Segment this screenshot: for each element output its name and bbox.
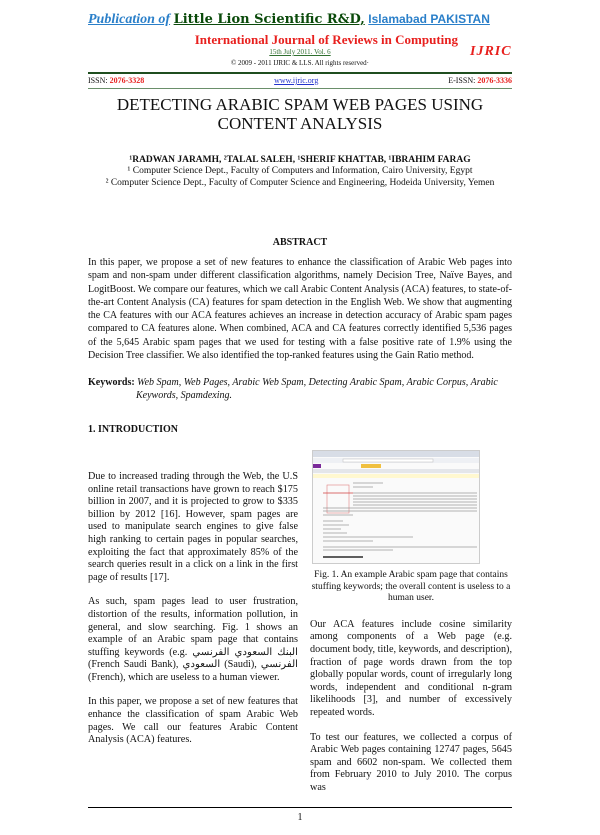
- journal-name: International Journal of Reviews in Computing: [194, 32, 458, 47]
- paragraph: Due to increased trading through the Web, the U.S online retail transactions have grown to reach $175 billion in 2007, and it is projected to grow to $335 billion by 2012 [16]. However, spam pages are used to manipulate search engines to give false high ranking to certain pages in popular searches, exploiting the fact that approximately 85% of the search queries result in a click on a link in the first page of results [17].: [88, 470, 298, 583]
- eissn: [448, 76, 512, 85]
- publisher-name: Little Lion Scientific R&D,: [173, 12, 365, 27]
- keywords-label: Keywords:: [88, 377, 135, 389]
- affiliation-2: ² Computer Science Dept., Faculty of Computer Science and Engineering, Hodeida University, Yemen: [105, 178, 495, 188]
- paragraph: As such, spam pages lead to user frustration, distortion of the results, information pollution, in general, and slow searching. Fig. 1 shows an example of an Arabic spam page that contains stuffing keywords (e.g. البنك السعودي الفرنسي (French Saudi Bank), السعودي (Saudi), الفرنسي (French), which are useless to a human viewer.: [88, 596, 298, 683]
- header-divider: [88, 72, 512, 74]
- abstract-text: In this paper, we propose a set of new features to enhance the classification of Arabic Web pages into spam and non-spam under different classification algorithms, namely Decision Tree, Naïve Bayes, and LogitBoost. We compare our features, which we call Arabic Content Analysis (ACA) features, to state-of-the-art Content Analysis (CA) features for spam detection in the English Web. We show that augmenting the CA features with our ACA features achieves an increase in detection accuracy of Arabic spam pages compared to CA features alone. When combined, ACA and CA features correctly identified 5,536 pages of the 5,645 Arabic spam pages that we used for testing with a false positive rate of 1.9% using the Decision Tree classifier. We also identified the top-ranked features using the Gain Ratio method.: [88, 257, 512, 362]
- keywords-list: Web Spam, Web Pages, Arabic Web Spam, Detecting Arabic Spam, Arabic Corpus, Arabic Keywords, Spamdexing.: [136, 377, 498, 402]
- paper-title: DETECTING ARABIC SPAM WEB PAGES USING CONTENT ANALYSIS: [116, 95, 484, 133]
- issn-label: ISSN:: [88, 76, 108, 85]
- section-heading-introduction: 1. INTRODUCTION: [88, 424, 179, 436]
- paragraph: In this paper, we propose a set of new features that enhance the classification of spam Arabic Web pages. We call our features Arabic Content Analysis (ACA) features.: [88, 696, 298, 746]
- issn-value: 2076-3328: [109, 76, 145, 85]
- footer: [88, 807, 512, 823]
- publication-prefix: Publication of: [88, 12, 171, 27]
- copyright: © 2009 - 2011 IJRIC & LLS. All rights reserved·: [230, 59, 370, 67]
- paragraph: To test our features, we collected a corpus of Arabic Web pages containing 12747 pages, 5645 spam and 6602 non-spam. We collected them from February 2010 to July 2010. The corpus was: [310, 731, 512, 793]
- spam-page-illustration: [313, 451, 479, 563]
- left-column: [88, 424, 298, 746]
- affiliation-1: ¹ Computer Science Dept., Faculty of Computers and Information, Cairo University, Egypt: [127, 166, 473, 176]
- figure-spam-page-screenshot: [312, 450, 480, 564]
- issn-row: [88, 76, 512, 85]
- abstract-heading: ABSTRACT: [272, 237, 328, 248]
- header-divider-bottom: [88, 88, 512, 89]
- page-number: 1: [297, 811, 303, 823]
- figure-caption: Fig. 1. An example Arabic spam page that contains stuffing keywords; the overall content is useless to a human user.: [311, 570, 511, 604]
- keywords: [88, 376, 512, 402]
- two-column-body: [88, 424, 512, 794]
- authors: ¹RADWAN JARAMH, ²TALAL SALEH, ¹SHERIF KHATTAB, ¹IBRAHIM FARAG: [129, 155, 471, 165]
- paper-body: [88, 95, 512, 835]
- eissn-value: 2076-3336: [477, 76, 512, 85]
- publisher-location: Islamabad PAKISTAN: [368, 12, 490, 26]
- issn: [88, 76, 144, 85]
- issue-date: 15th July 2011. Vol. 6: [269, 48, 331, 56]
- paragraph: Our ACA features include cosine similarity among components of a Web page (e.g. document body, title, keywords, and description), fraction of page words drawn from the top globally popular words, count of irregularly long words, independent and conditional n-gram likelihoods [3], and number of excessively repeated words.: [310, 618, 512, 719]
- publisher-banner: [88, 12, 518, 28]
- right-column: [310, 424, 512, 794]
- website-link[interactable]: www.ijric.org: [274, 76, 319, 85]
- eissn-label: E-ISSN:: [448, 76, 476, 85]
- journal-logo: IJRIC: [470, 44, 512, 59]
